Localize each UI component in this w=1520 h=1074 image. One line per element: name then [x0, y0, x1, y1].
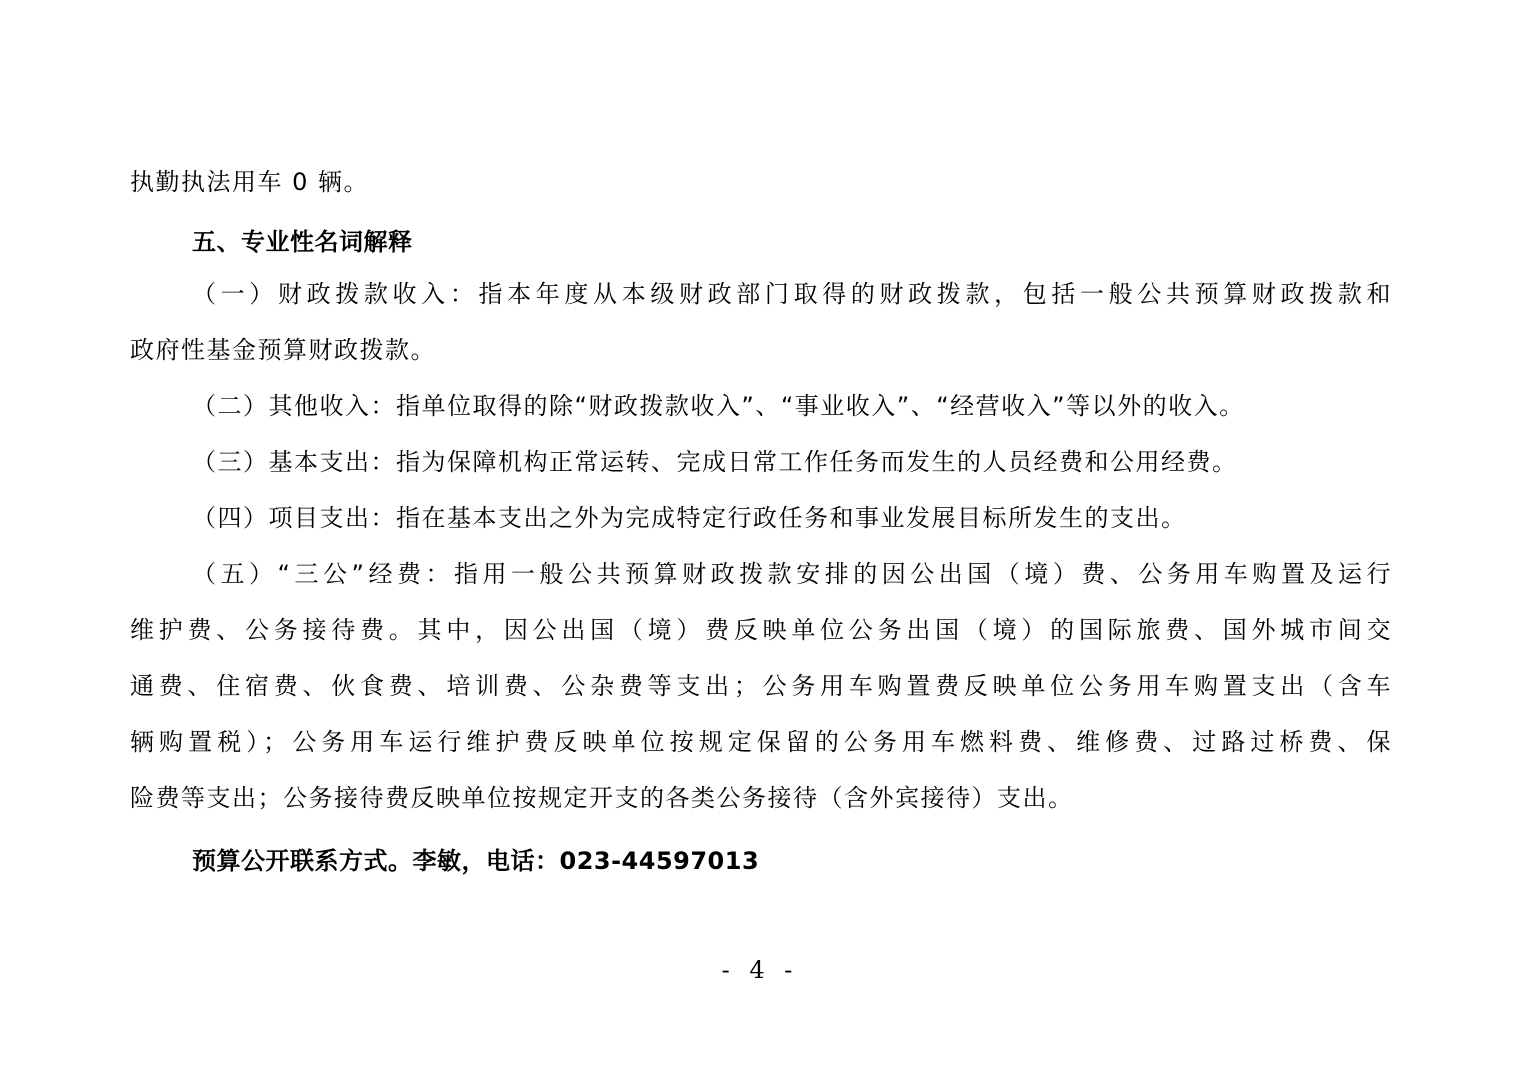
- section-heading-terms: 五、专业性名词解释: [192, 228, 413, 256]
- term-fiscal-appropriation-line-2: 政府性基金预算财政拨款。: [130, 336, 436, 364]
- term-other-income: （二）其他收入：指单位取得的除“财政拨款收入”、“事业收入”、“经营收入”等以外的收入。: [192, 392, 1245, 420]
- text-line-vehicle-count: 执勤执法用车 0 辆。: [130, 168, 370, 196]
- term-three-public-line-3: 通费、住宿费、伙食费、培训费、公杂费等支出；公务用车购置费反映单位公务用车购置支出（含车: [130, 672, 1392, 700]
- term-three-public-line-1: （五）“三公”经费：指用一般公共预算财政拨款安排的因公出国（境）费、公务用车购置及运行: [192, 560, 1392, 588]
- page-number: - 4 -: [721, 956, 799, 984]
- term-three-public-line-4: 辆购置税）；公务用车运行维护费反映单位按规定保留的公务用车燃料费、维修费、过路过桥费、保: [130, 728, 1392, 756]
- term-project-expenditure: （四）项目支出：指在基本支出之外为完成特定行政任务和事业发展目标所发生的支出。: [192, 504, 1187, 532]
- term-three-public-line-2: 维护费、公务接待费。其中，因公出国（境）费反映单位公务出国（境）的国际旅费、国外城市间交: [130, 616, 1392, 644]
- term-fiscal-appropriation-line-1: （一）财政拨款收入：指本年度从本级财政部门取得的财政拨款，包括一般公共预算财政拨款和: [192, 280, 1392, 308]
- term-three-public-line-5: 险费等支出；公务接待费反映单位按规定开支的各类公务接待（含外宾接待）支出。: [130, 784, 1074, 812]
- contact-info: 预算公开联系方式。李敏，电话：023-44597013: [192, 847, 760, 875]
- term-basic-expenditure: （三）基本支出：指为保障机构正常运转、完成日常工作任务而发生的人员经费和公用经费。: [192, 448, 1238, 476]
